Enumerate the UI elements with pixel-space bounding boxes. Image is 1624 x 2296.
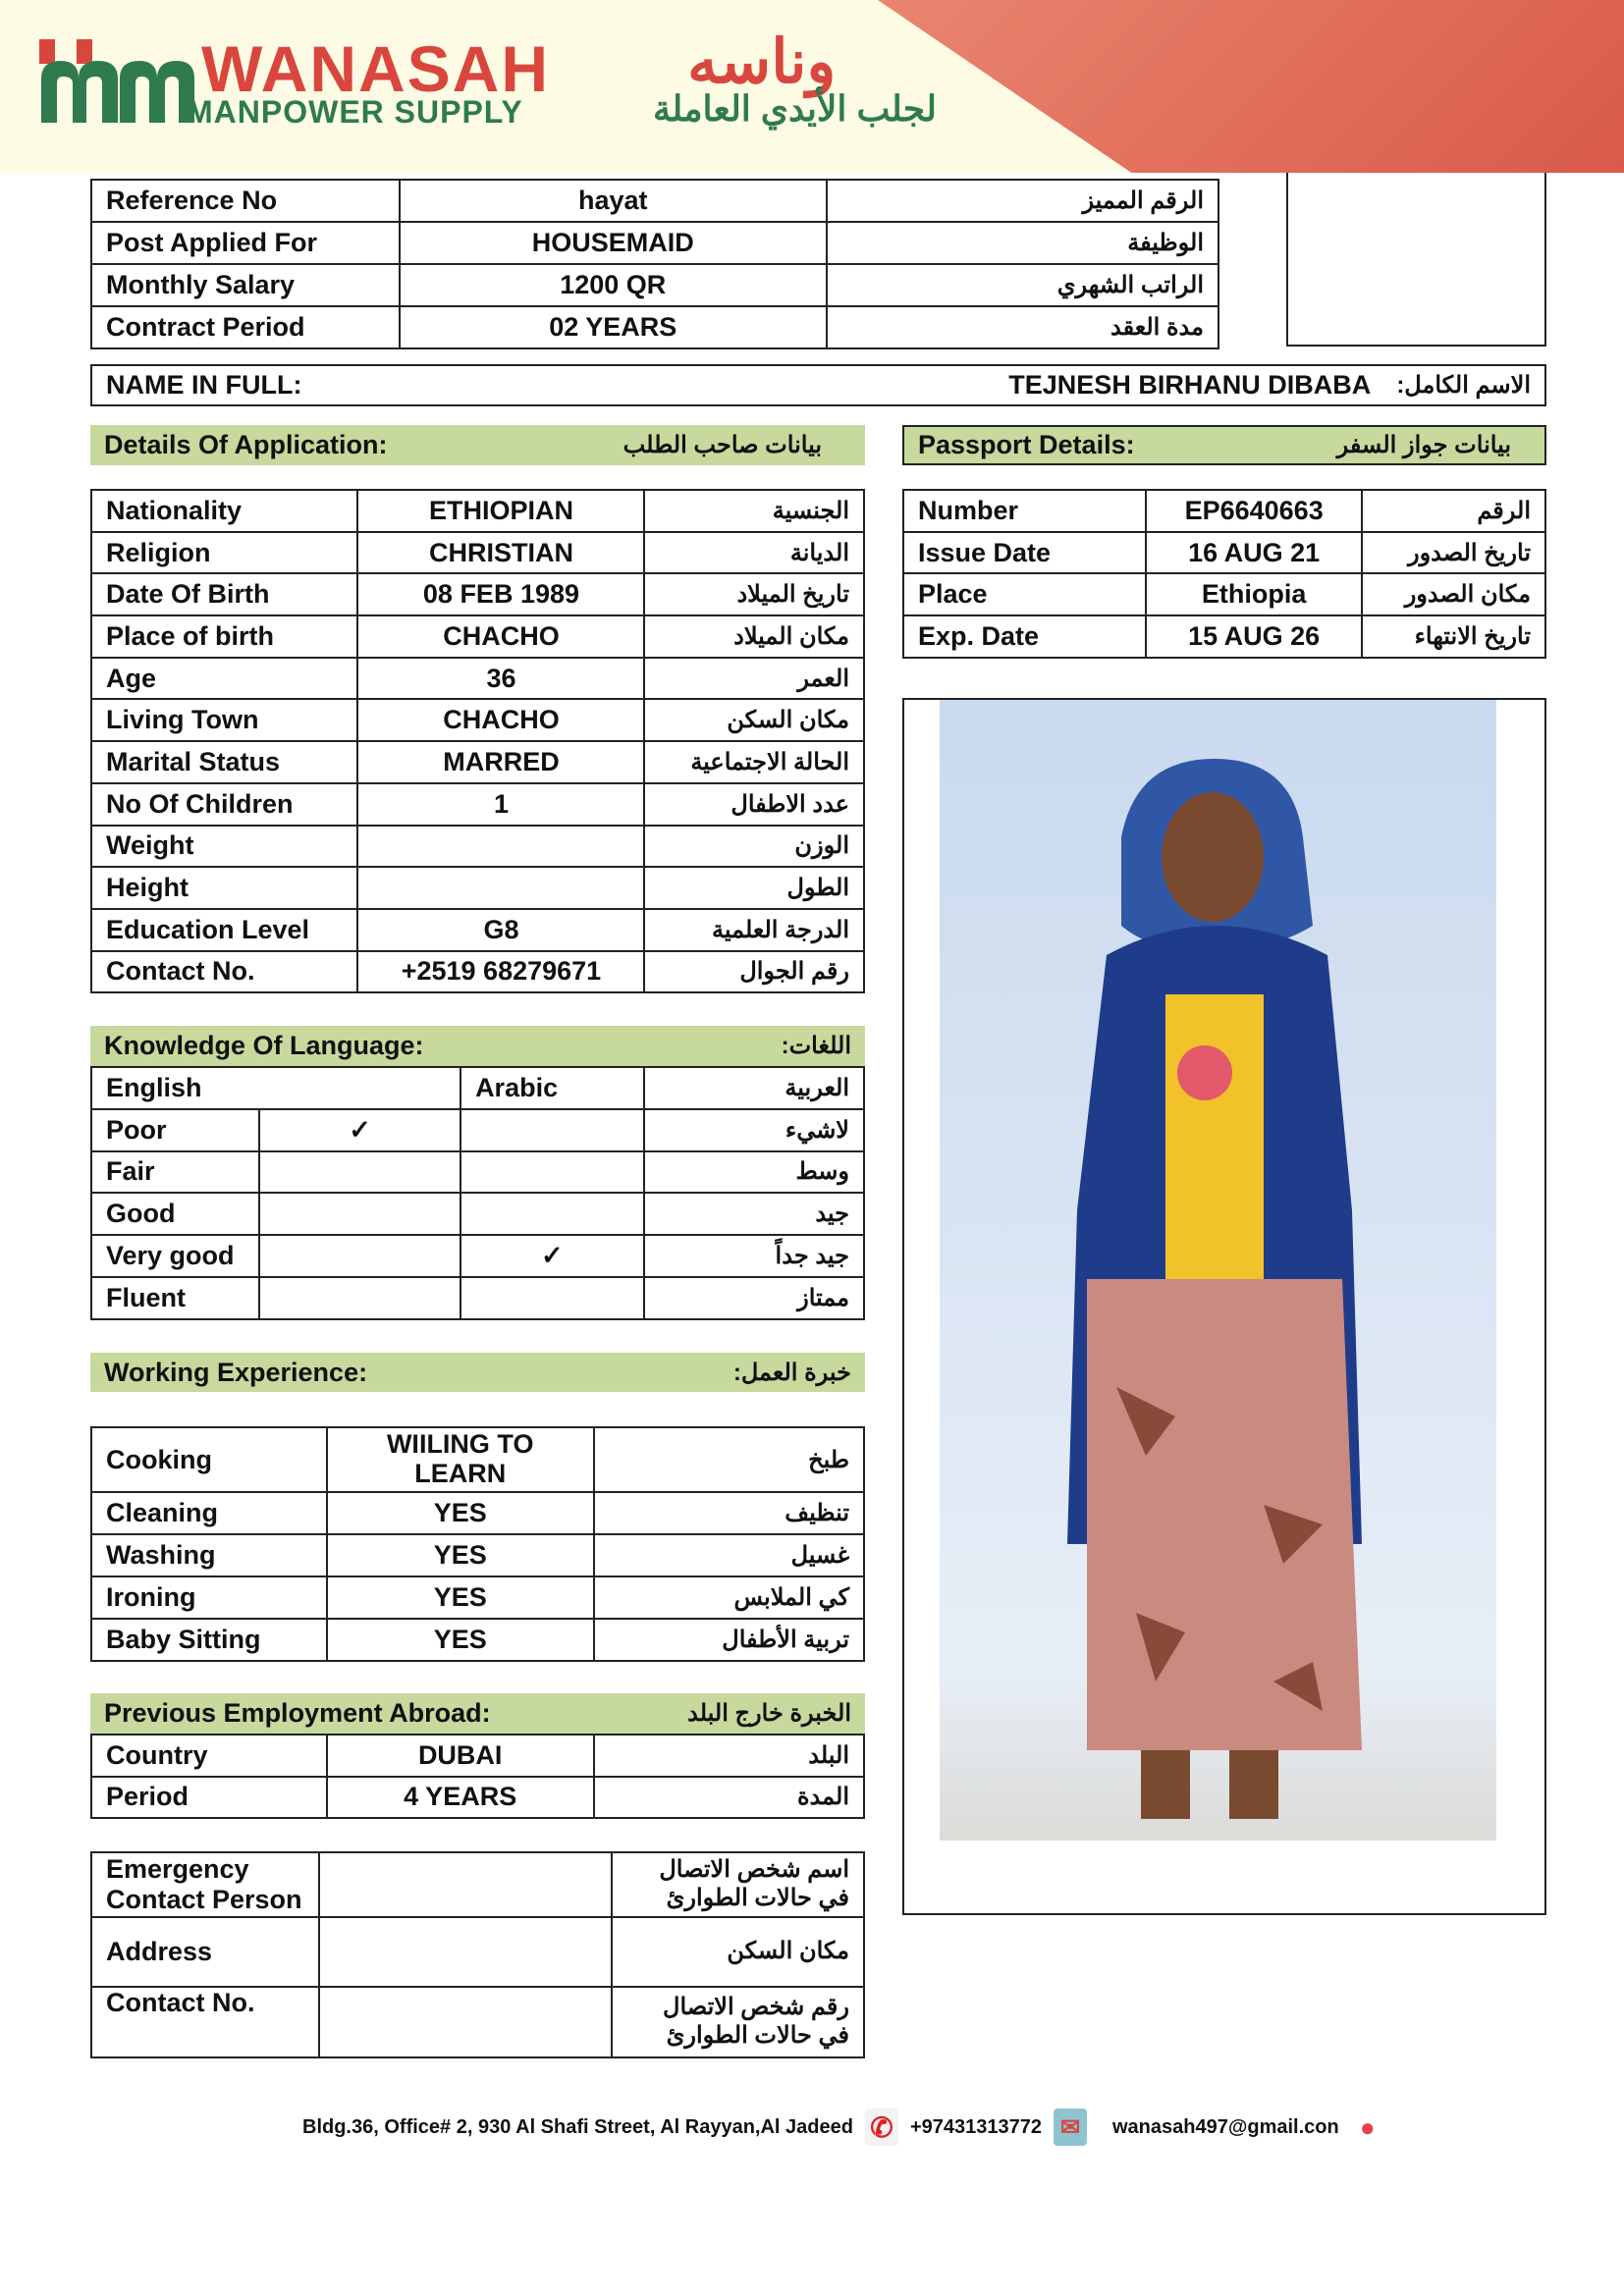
- phone-icon: ✆: [865, 2109, 898, 2146]
- row-label: Cleaning: [91, 1492, 327, 1534]
- table-row: [91, 180, 1218, 222]
- table-row: [91, 573, 864, 615]
- table-row: [91, 1277, 864, 1319]
- row-label-arabic: مكان السكن: [644, 699, 864, 741]
- table-row: [91, 1917, 864, 1987]
- table-row: [91, 615, 864, 658]
- row-value: 08 FEB 1989: [357, 573, 644, 615]
- footer: [302, 2109, 1384, 2146]
- row-label-arabic: الدرجة العلمية: [644, 909, 864, 951]
- row-value: [357, 826, 644, 868]
- table-row: [91, 1987, 864, 2057]
- english-check: [259, 1277, 460, 1319]
- row-label-arabic: مكان السكن: [612, 1917, 864, 1987]
- row-value: 02 YEARS: [400, 306, 827, 348]
- row-value: Ethiopia: [1146, 573, 1362, 615]
- row-value: EP6640663: [1146, 490, 1362, 532]
- row-label: Exp. Date: [903, 615, 1146, 658]
- row-value: hayat: [400, 180, 827, 222]
- row-value: CHACHO: [357, 615, 644, 658]
- row-label: Monthly Salary: [91, 264, 400, 306]
- row-label-arabic: جيد جداً: [644, 1235, 864, 1277]
- row-label-arabic: المدة: [594, 1777, 864, 1819]
- row-label: Contract Period: [91, 306, 400, 348]
- language-section-header: [90, 1026, 865, 1066]
- row-label-arabic: تاريخ الصدور: [1362, 532, 1545, 574]
- language-header-row: [91, 1067, 864, 1109]
- row-label: Reference No: [91, 180, 400, 222]
- row-value: WIILING TO LEARN: [327, 1427, 594, 1492]
- table-row: [91, 1427, 864, 1492]
- row-label-arabic: الحالة الاجتماعية: [644, 741, 864, 783]
- row-label-arabic: الجنسية: [644, 490, 864, 532]
- table-row: [903, 490, 1545, 532]
- row-label: Religion: [91, 532, 357, 574]
- passport-section-header: [902, 425, 1546, 465]
- row-label: Contact No.: [91, 951, 357, 993]
- table-row: [91, 306, 1218, 348]
- row-label: Country: [91, 1735, 327, 1777]
- english-check: ✓: [259, 1109, 460, 1151]
- row-label-arabic: الوظيفة: [827, 222, 1218, 264]
- row-label: No Of Children: [91, 783, 357, 826]
- table-row: [91, 264, 1218, 306]
- row-value: 4 YEARS: [327, 1777, 594, 1819]
- row-label: Baby Sitting: [91, 1619, 327, 1661]
- experience-title-arabic: خبرة العمل:: [732, 1359, 851, 1386]
- table-row: [91, 490, 864, 532]
- row-label: Date Of Birth: [91, 573, 357, 615]
- arabic-check: [460, 1277, 644, 1319]
- row-label: Place of birth: [91, 615, 357, 658]
- brand-tagline-arabic: لجلب الأيدي العاملة: [653, 88, 937, 129]
- table-row: [903, 573, 1545, 615]
- table-row: [91, 1534, 864, 1576]
- row-value: YES: [327, 1534, 594, 1576]
- row-label: Very good: [91, 1235, 259, 1277]
- brand-tagline: MANPOWER SUPPLY: [187, 94, 523, 130]
- row-label-arabic: وسط: [644, 1151, 864, 1194]
- photo-frame: [902, 698, 1546, 1915]
- row-label: Living Town: [91, 699, 357, 741]
- full-name-label-arabic: الاسم الكامل:: [1396, 372, 1531, 399]
- row-value: 1200 QR: [400, 264, 827, 306]
- table-row: [91, 783, 864, 826]
- full-name-row: [90, 364, 1546, 406]
- company-logo-icon: [39, 39, 196, 123]
- previous-title-arabic: الخبرة خارج البلد: [687, 1700, 851, 1727]
- table-row: [91, 867, 864, 909]
- previous-employment-header: [90, 1693, 865, 1734]
- language-title-arabic: اللغات:: [781, 1033, 851, 1059]
- row-value: G8: [357, 909, 644, 951]
- table-row: [91, 1735, 864, 1777]
- details-title-arabic: بيانات صاحب الطلب: [623, 432, 822, 458]
- row-label-arabic: مكان الصدور: [1362, 573, 1545, 615]
- row-label-arabic: كي الملابس: [594, 1576, 864, 1619]
- english-check: [259, 1151, 460, 1194]
- row-label-arabic: اسم شخص الاتصال في حالات الطوارئ: [612, 1852, 864, 1917]
- emergency-contact-table: [90, 1851, 865, 2058]
- row-value: DUBAI: [327, 1735, 594, 1777]
- arabic-check: [460, 1193, 644, 1235]
- location-pin-icon: ●: [1359, 2111, 1376, 2142]
- row-label: Period: [91, 1777, 327, 1819]
- row-label-arabic: مدة العقد: [827, 306, 1218, 348]
- row-label: Poor: [91, 1109, 259, 1151]
- table-row: [91, 1576, 864, 1619]
- full-name-value: TEJNESH BIRHANU DIBABA: [1008, 370, 1372, 400]
- row-label-arabic: تاريخ الانتهاء: [1362, 615, 1545, 658]
- details-section-header: [90, 425, 865, 465]
- table-row: [91, 222, 1218, 264]
- arabic-check: [460, 1151, 644, 1194]
- row-value: MARRED: [357, 741, 644, 783]
- table-row: [91, 1777, 864, 1819]
- table-row: [91, 1852, 864, 1917]
- row-value: YES: [327, 1576, 594, 1619]
- table-row: [91, 909, 864, 951]
- table-row: [91, 951, 864, 993]
- row-label: Height: [91, 867, 357, 909]
- table-row: [91, 741, 864, 783]
- row-label-arabic: رقم الجوال: [644, 951, 864, 993]
- arabic-column-header: Arabic: [460, 1067, 644, 1109]
- row-label: Place: [903, 573, 1146, 615]
- english-column-header: English: [91, 1067, 460, 1109]
- row-label-arabic: البلد: [594, 1735, 864, 1777]
- row-label-arabic: العمر: [644, 658, 864, 700]
- table-row: [91, 826, 864, 868]
- language-table: [90, 1066, 865, 1320]
- reference-table: [90, 179, 1219, 349]
- row-label: Issue Date: [903, 532, 1146, 574]
- row-label-arabic: الرقم المميز: [827, 180, 1218, 222]
- row-value: 16 AUG 21: [1146, 532, 1362, 574]
- brand-name-arabic: وناسه: [687, 28, 837, 96]
- brand-name: WANASAH: [201, 32, 550, 105]
- row-label-arabic: طبخ: [594, 1427, 864, 1492]
- row-label-arabic: الوزن: [644, 826, 864, 868]
- row-label: Nationality: [91, 490, 357, 532]
- table-row: [91, 1619, 864, 1661]
- row-label-arabic: مكان الميلاد: [644, 615, 864, 658]
- row-value: HOUSEMAID: [400, 222, 827, 264]
- row-label-arabic: تربية الأطفال: [594, 1619, 864, 1661]
- email-icon: ✉: [1054, 2109, 1087, 2146]
- row-value: YES: [327, 1492, 594, 1534]
- row-label-arabic: الطول: [644, 867, 864, 909]
- row-label-arabic: غسيل: [594, 1534, 864, 1576]
- row-label: Weight: [91, 826, 357, 868]
- row-label: Post Applied For: [91, 222, 400, 264]
- arabic-check: ✓: [460, 1235, 644, 1277]
- row-label: Fluent: [91, 1277, 259, 1319]
- table-row: [903, 532, 1545, 574]
- full-name-label: NAME IN FULL:: [106, 370, 302, 400]
- row-value: CHRISTIAN: [357, 532, 644, 574]
- footer-email: wanasah497@gmail.con: [1112, 2115, 1339, 2138]
- table-row: [91, 1109, 864, 1151]
- row-label: Marital Status: [91, 741, 357, 783]
- table-row: [91, 699, 864, 741]
- row-label: Ironing: [91, 1576, 327, 1619]
- row-label-arabic: عدد الاطفال: [644, 783, 864, 826]
- language-title: Knowledge Of Language:: [104, 1031, 424, 1060]
- arabic-column-header-arabic: العربية: [644, 1067, 864, 1109]
- row-value: +2519 68279671: [357, 951, 644, 993]
- previous-employment-table: [90, 1734, 865, 1819]
- english-check: [259, 1235, 460, 1277]
- table-row: [91, 1151, 864, 1194]
- table-row: [903, 615, 1545, 658]
- row-label: Age: [91, 658, 357, 700]
- row-label-arabic: جيد: [644, 1193, 864, 1235]
- footer-address: Bldg.36, Office# 2, 930 Al Shafi Street, Al Rayyan,Al Jadeed: [302, 2115, 853, 2138]
- row-label: Education Level: [91, 909, 357, 951]
- row-value: [319, 1917, 612, 1987]
- row-label: Number: [903, 490, 1146, 532]
- row-label-arabic: الراتب الشهري: [827, 264, 1218, 306]
- row-label-arabic: تاريخ الميلاد: [644, 573, 864, 615]
- table-row: [91, 1492, 864, 1534]
- row-label: Address: [91, 1917, 319, 1987]
- row-label: Washing: [91, 1534, 327, 1576]
- table-row: [91, 658, 864, 700]
- letterhead: [0, 0, 1624, 173]
- row-label: Fair: [91, 1151, 259, 1194]
- passport-table: [902, 489, 1546, 659]
- table-row: [91, 1235, 864, 1277]
- row-label-arabic: لاشيء: [644, 1109, 864, 1151]
- row-label: Cooking: [91, 1427, 327, 1492]
- row-value: 36: [357, 658, 644, 700]
- passport-title: Passport Details:: [918, 430, 1135, 459]
- row-label-arabic: الديانة: [644, 532, 864, 574]
- footer-phone: +97431313772: [909, 2115, 1042, 2138]
- row-label: Contact No.: [91, 1987, 319, 2057]
- table-row: [91, 1193, 864, 1235]
- details-table: [90, 489, 865, 993]
- table-row: [91, 532, 864, 574]
- row-value: 15 AUG 26: [1146, 615, 1362, 658]
- row-value: ETHIOPIAN: [357, 490, 644, 532]
- row-value: [319, 1852, 612, 1917]
- candidate-photo: [940, 700, 1496, 1841]
- row-value: [357, 867, 644, 909]
- row-value: [319, 1987, 612, 2057]
- previous-title: Previous Employment Abroad:: [104, 1698, 491, 1728]
- experience-table: [90, 1426, 865, 1662]
- details-title: Details Of Application:: [104, 430, 388, 459]
- row-label-arabic: رقم شخص الاتصال في حالات الطوارئ: [612, 1987, 864, 2057]
- row-label-arabic: الرقم: [1362, 490, 1545, 532]
- row-value: 1: [357, 783, 644, 826]
- experience-section-header: [90, 1353, 865, 1392]
- row-label-arabic: ممتاز: [644, 1277, 864, 1319]
- small-photo-box: [1286, 173, 1546, 347]
- row-value: YES: [327, 1619, 594, 1661]
- decorative-band: [878, 0, 1624, 173]
- passport-title-arabic: بيانات جواز السفر: [1336, 432, 1511, 458]
- row-label: Emergency Contact Person: [91, 1852, 319, 1917]
- english-check: [259, 1193, 460, 1235]
- row-value: CHACHO: [357, 699, 644, 741]
- row-label: Good: [91, 1193, 259, 1235]
- row-label-arabic: تنظيف: [594, 1492, 864, 1534]
- arabic-check: [460, 1109, 644, 1151]
- experience-title: Working Experience:: [104, 1357, 368, 1387]
